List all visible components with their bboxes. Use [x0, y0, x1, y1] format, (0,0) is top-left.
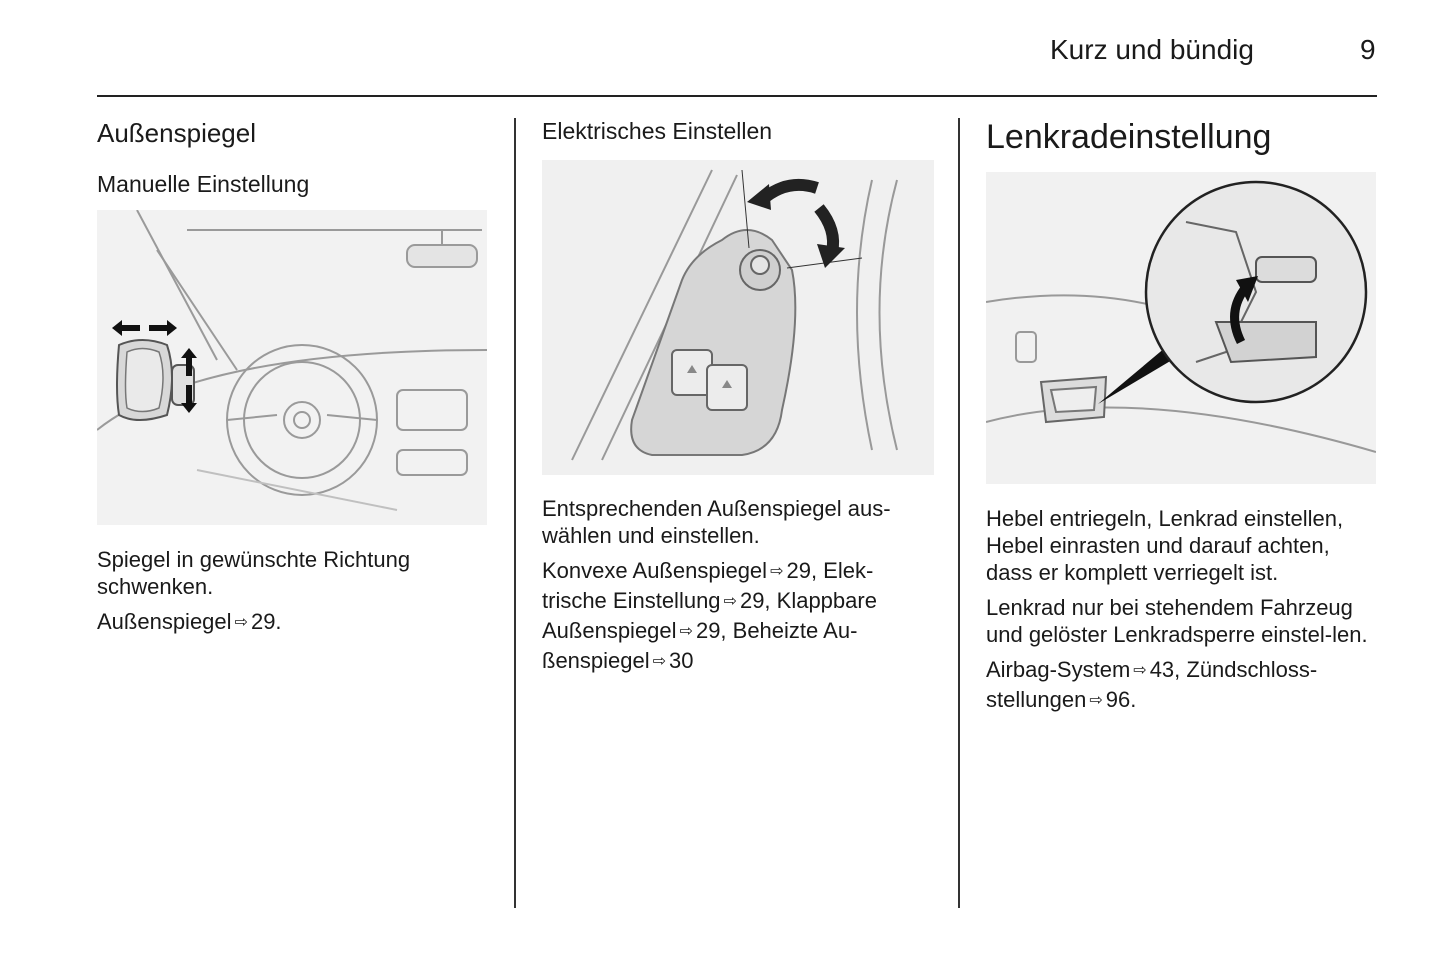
reference-page[interactable]: 29, Beheizte Au-ßenspiegel — [542, 618, 858, 673]
column-outside-mirror — [97, 118, 492, 198]
reference-page[interactable]: 30 — [669, 648, 694, 673]
rotate-arrows-icon — [747, 170, 857, 270]
paragraph-reference — [97, 608, 492, 638]
paragraph: Lenkrad nur bei stehendem Fahrzeug und gelöster Lenkradsperre einstel-len. — [986, 595, 1368, 647]
page-reference-icon: ⇨ — [234, 614, 248, 631]
horizontal-arrows-icon — [112, 318, 177, 338]
paragraph-references — [986, 656, 1381, 716]
reference-text: Konvexe Außenspiegel — [542, 558, 768, 583]
column-divider — [514, 118, 516, 908]
paragraph: Hebel entriegeln, Lenkrad einstellen, Hebel einrasten und darauf achten, dass er komplett verriegelt ist. — [986, 506, 1344, 585]
page-reference-icon: ⇨ — [723, 593, 737, 610]
column-steering-wheel-text — [986, 505, 1381, 716]
reference-text: Außenspiegel — [97, 609, 232, 634]
subsection-title: Manuelle Einstellung — [97, 171, 310, 197]
page-reference-icon: ⇨ — [770, 563, 784, 580]
column-divider — [958, 118, 960, 908]
paragraph: Spiegel in gewünschte Richtung schwenken. — [97, 547, 411, 599]
running-header-title: Kurz und bündig — [1050, 34, 1254, 65]
column-outside-mirror-text — [97, 546, 492, 638]
column-steering-wheel — [986, 118, 1381, 157]
page-reference-icon: ⇨ — [1089, 692, 1103, 709]
reference-page[interactable]: 43, Zündschloss-stellungen — [986, 657, 1318, 712]
subsection-title: Elektrisches Einstellen — [542, 118, 773, 144]
column-electric-adjust — [542, 118, 937, 145]
section-title: Außenspiegel — [97, 118, 256, 148]
reference-page[interactable]: 96. — [1105, 687, 1137, 712]
column-electric-adjust-text — [542, 495, 937, 677]
steering-adjust-illustration — [986, 172, 1376, 484]
section-title: Lenkradeinstellung — [986, 118, 1272, 156]
paragraph: Entsprechenden Außenspiegel aus-wählen und einstellen. — [542, 496, 891, 548]
reference-page[interactable]: 29, Elek-trische Einstellung — [542, 558, 874, 613]
vertical-arrows-icon — [179, 348, 199, 413]
page-reference-icon: ⇨ — [679, 623, 693, 640]
page-reference-icon: ⇨ — [652, 653, 667, 670]
reference-page[interactable]: 29, Klappbare Außenspiegel — [542, 588, 877, 643]
page-number: 9 — [1360, 34, 1376, 65]
page-reference-icon: ⇨ — [1133, 662, 1147, 679]
reference-page[interactable]: 29. — [250, 609, 282, 634]
reference-text: Airbag-System — [986, 657, 1131, 682]
manual-mirror-illustration — [97, 210, 487, 525]
electric-mirror-switch-illustration — [542, 160, 934, 475]
header-divider — [97, 95, 1377, 97]
paragraph-references — [542, 557, 937, 677]
